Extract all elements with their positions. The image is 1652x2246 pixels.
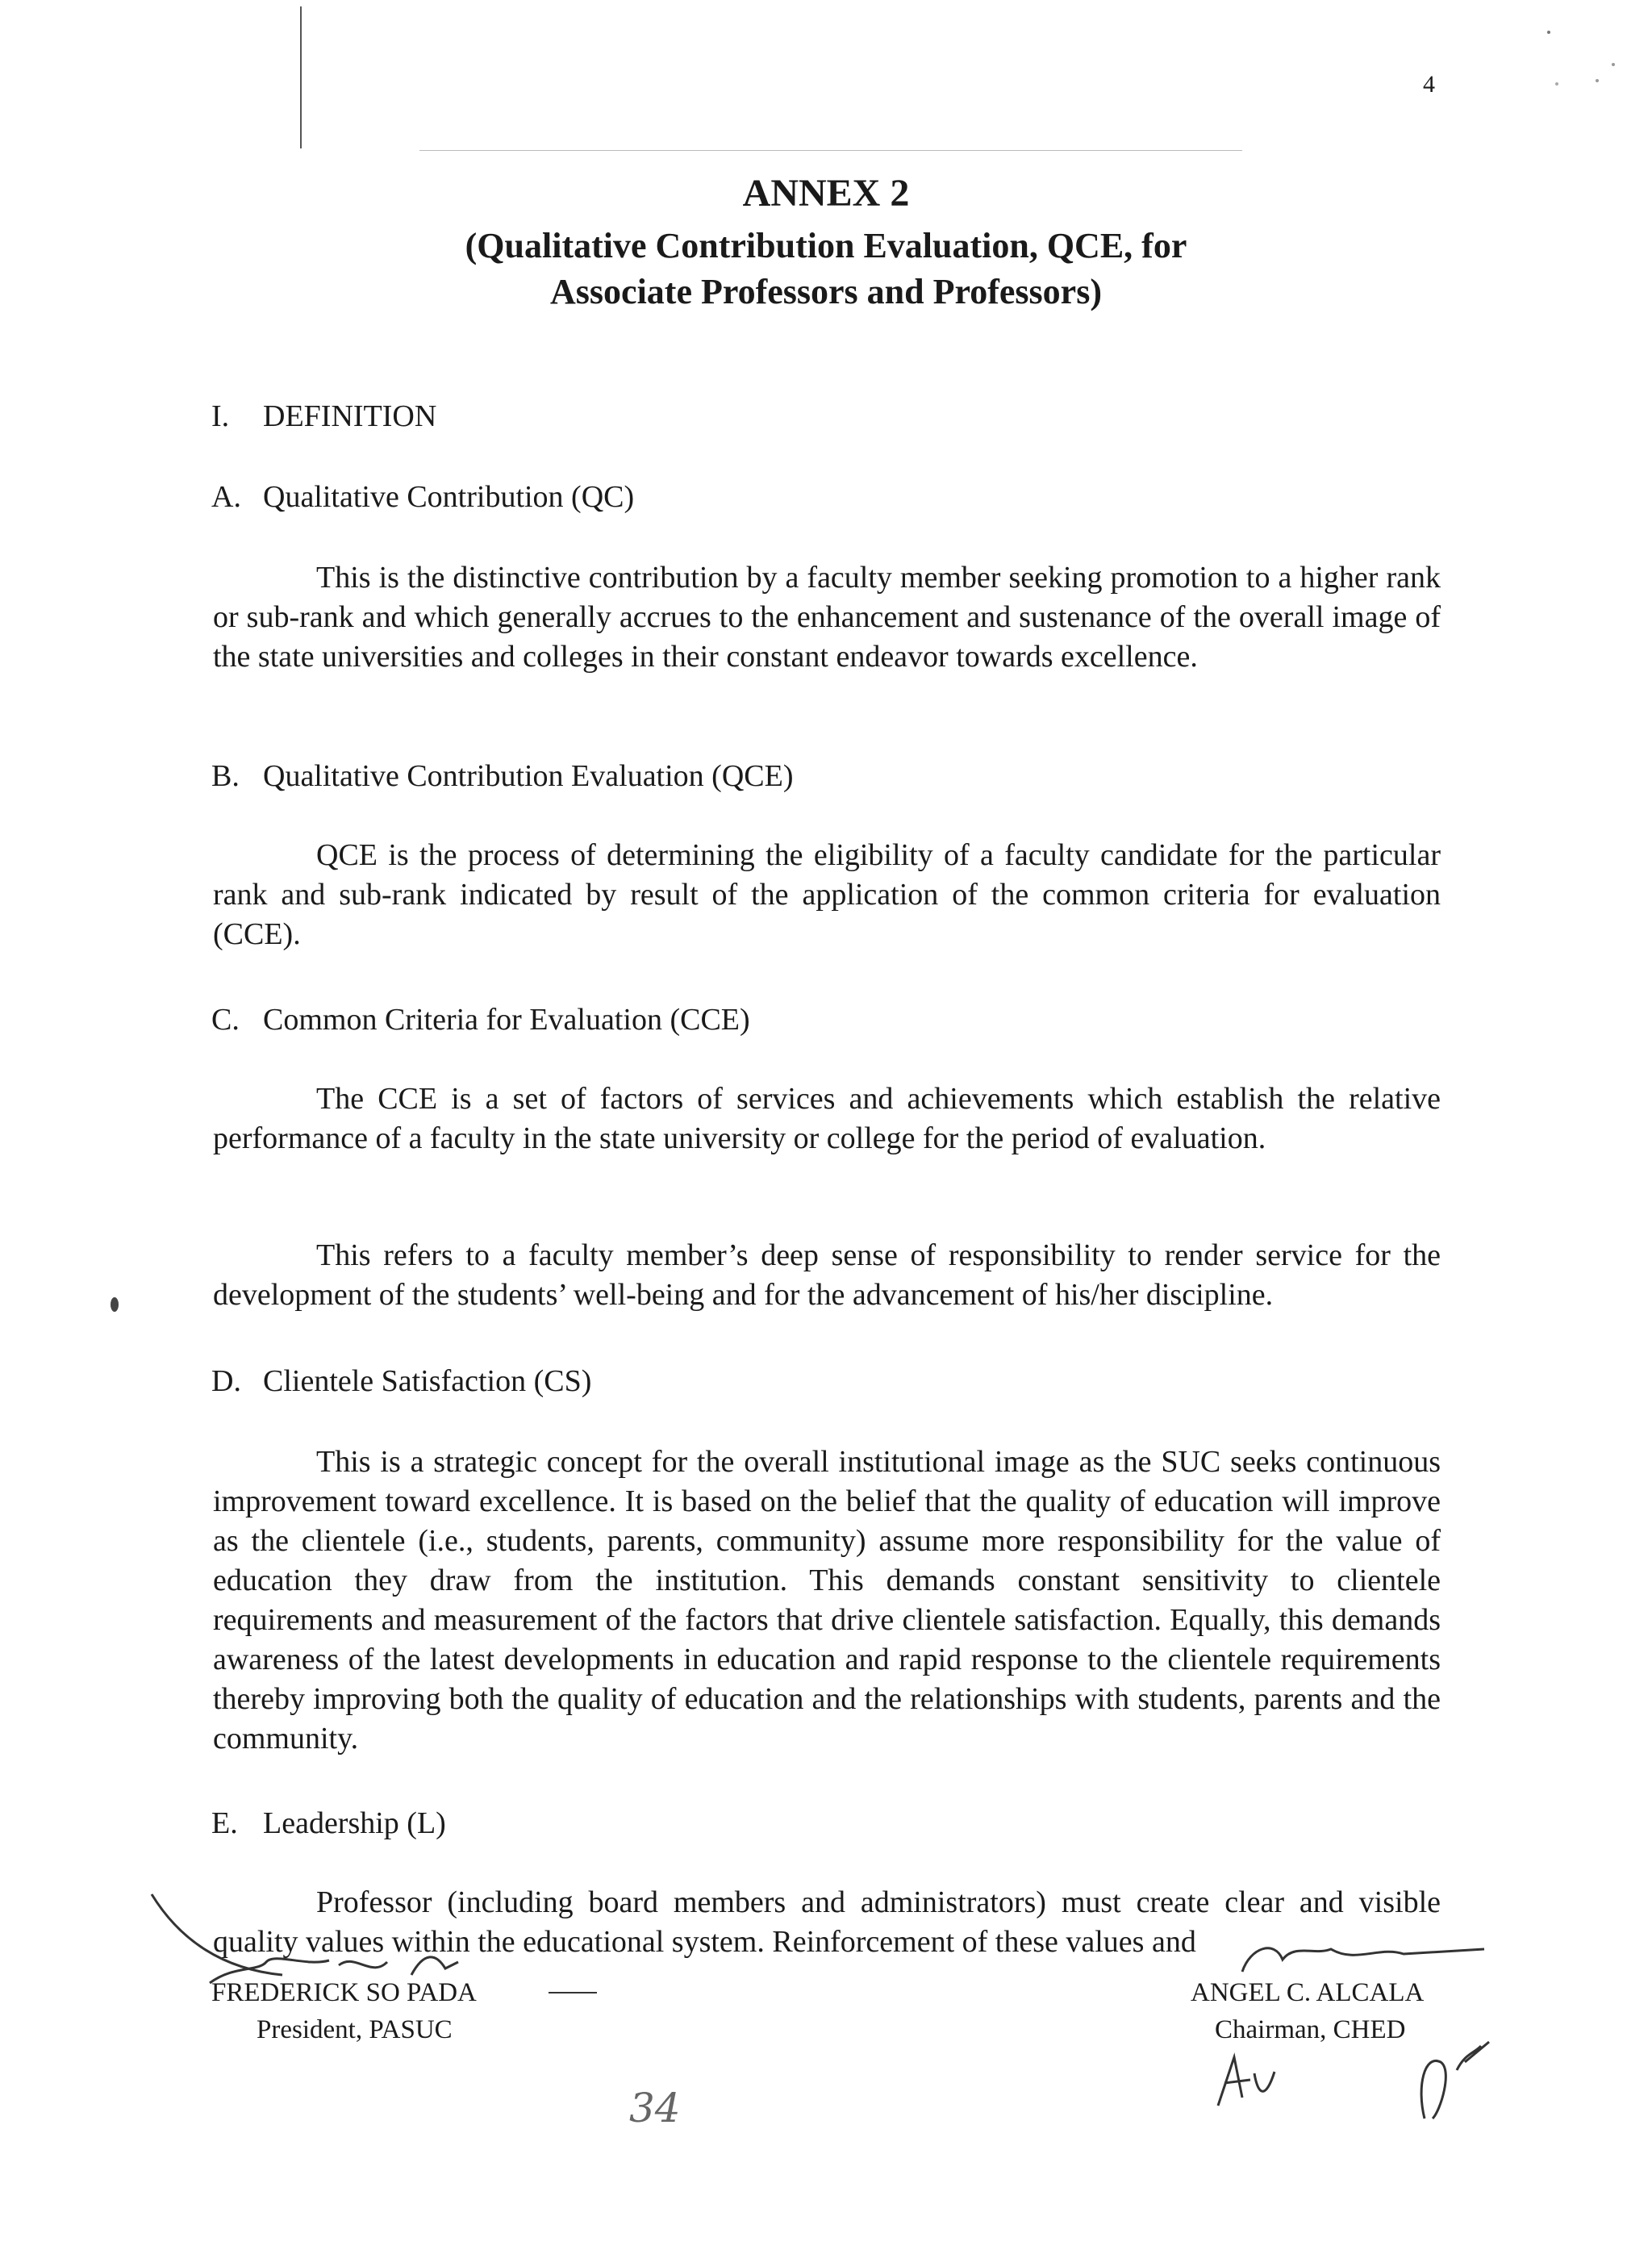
section-d-title: Clientele Satisfaction (CS) — [263, 1364, 592, 1398]
initials-mark — [1210, 2049, 1283, 2114]
section-e-letter: E. — [211, 1806, 238, 1840]
section-d-paragraph: This is a strategic concept for the overall institutional image as the SUC seeks continuous improvement toward excellence. It is based on the belief that the quality of education will improve as the clientele (i.e., students, parents, community) assume more responsibility for the value of education they draw from the institution. This demands constant sensitivity to clientele requirements and measurement of the factors that drive clientele satisfaction. Equally, this demands awareness of the latest developments in education and rapid response to the clientele requirements thereby improving both the quality of education and the relationships with students, parents and the community. — [213, 1445, 1441, 1755]
annex-title: ANNEX 2 — [742, 172, 910, 215]
section-c-letter: C. — [211, 1003, 240, 1037]
signatory-left-title: President, PASUC — [257, 2015, 453, 2044]
section-c-paragraph-1: The CCE is a set of factors of services and achievements which establish the relative performance of a faculty in the state university or college for the period of evaluation. — [213, 1082, 1441, 1155]
section-a-heading — [211, 479, 634, 515]
signature-right-graphic — [1226, 1931, 1492, 1980]
section-i-heading — [211, 399, 436, 434]
initials-mark — [1408, 2038, 1497, 2127]
section-b-title: Qualitative Contribution Evaluation (QCE) — [263, 759, 794, 793]
scan-speck — [1508, 16, 1629, 97]
signatory-right-title: Chairman, CHED — [1215, 2015, 1406, 2044]
section-i-label: DEFINITION — [263, 399, 437, 433]
signatory-left-name: FREDERICK SO PADA — [211, 1978, 477, 2007]
section-a-letter: A. — [211, 480, 241, 514]
section-b-heading — [211, 758, 794, 794]
scan-speck — [106, 1292, 123, 1317]
section-d-heading — [211, 1363, 591, 1399]
section-a-paragraph: This is the distinctive contribution by a faculty member seeking promotion to a higher rank or sub-rank and which generally accrues to the enhancement and sustenance of the overall image of the state universities and colleges in their constant endeavor towards excellence. — [213, 561, 1441, 674]
handwritten-page-number: 34 — [629, 2085, 681, 2131]
page-number: 4 — [1423, 71, 1435, 98]
section-d-letter: D. — [211, 1364, 241, 1398]
section-i-number: I. — [211, 399, 230, 433]
annex-subtitle-line-2: Associate Professors and Professors) — [550, 272, 1102, 311]
section-b-letter: B. — [211, 759, 240, 793]
section-c-title: Common Criteria for Evaluation (CCE) — [263, 1003, 750, 1037]
section-e-title: Leadership (L) — [263, 1806, 446, 1840]
section-e-heading — [211, 1806, 446, 1841]
section-b-paragraph: QCE is the process of determining the eligibility of a faculty candidate for the particular rank and sub-rank indicated by result of the application of the common criteria for evaluation (CCE). — [213, 838, 1441, 951]
scan-artifact-line — [300, 6, 302, 148]
section-a-title: Qualitative Contribution (QC) — [263, 480, 635, 514]
scan-artifact-rule — [419, 150, 1242, 151]
signatory-right-name: ANGEL C. ALCALA — [1191, 1978, 1425, 2007]
section-c-heading — [211, 1002, 750, 1037]
section-c-paragraph-2: This refers to a faculty member’s deep sense of responsibility to render service for the development of the students’ well-being and for the advancement of his/her discipline. — [213, 1238, 1441, 1312]
section-e-paragraph: Professor (including board members and administrators) must create clear and visible quality values within the educational system. Reinforcement of these values and — [213, 1885, 1441, 1959]
annex-subtitle — [0, 223, 1652, 315]
annex-subtitle-line-1: (Qualitative Contribution Evaluation, QCE, for — [465, 226, 1187, 265]
